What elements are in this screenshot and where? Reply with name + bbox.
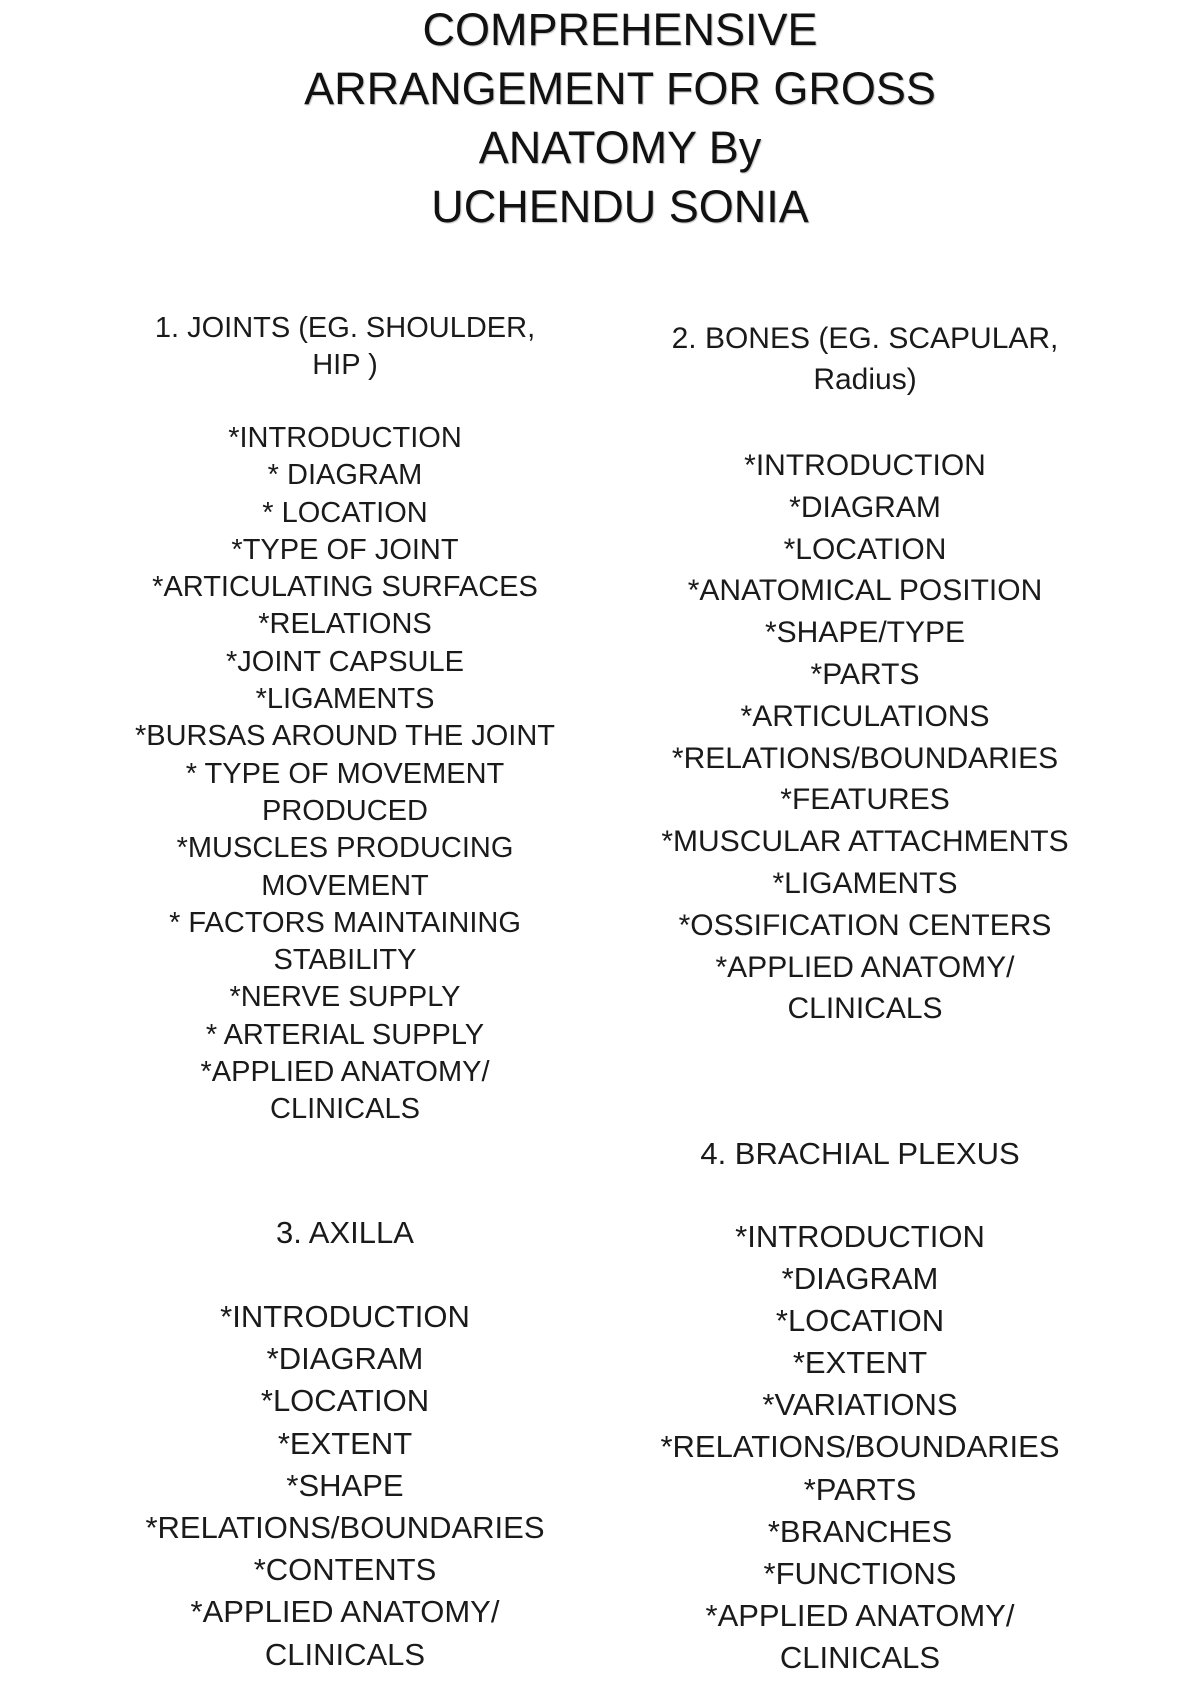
list-item: *MUSCLES PRODUCING [176,832,514,865]
list-item: *INTRODUCTION [744,449,986,482]
list-item: *SHAPE [286,1467,404,1503]
list-item: *VARIATIONS [762,1387,958,1423]
list-item: *APPLIED ANATOMY/ [715,950,1015,984]
list-item: *DIAGRAM [781,1261,939,1297]
list-item: CLINICALS [779,1639,941,1675]
section-heading-line: 2. BONES (EG. SCAPULAR, [671,322,1059,355]
list-item: *RELATIONS [258,608,432,641]
list-item: *INTRODUCTION [220,1299,470,1334]
list-item: *LOCATION [775,1303,945,1339]
section-axilla [100,1212,590,1676]
document-title [0,0,1200,236]
list-item: *RELATIONS/BOUNDARIES [671,741,1059,775]
title-line: UCHENDU SONIA [431,181,809,232]
list-item: *OSSIFICATION CENTERS [678,908,1052,942]
list-item: * DIAGRAM [267,459,423,492]
list-item: *LOCATION [783,532,947,566]
title-line: ARRANGEMENT FOR GROSS [304,63,936,114]
list-item: CLINICALS [787,992,943,1026]
list-item: *CONTENTS [253,1552,437,1588]
list-item: STABILITY [273,944,417,977]
list-item: *ARTICULATIONS [740,699,990,733]
list-item: *MUSCULAR ATTACHMENTS [661,825,1069,859]
section-heading-line: 1. JOINTS (EG. SHOULDER, [154,312,536,344]
list-item: CLINICALS [270,1093,420,1126]
list-item: *DIAGRAM [789,490,941,524]
section-item-list [620,445,1110,1030]
section-item-list [620,1216,1100,1679]
list-item: *SHAPE/TYPE [764,616,966,650]
list-item: *PARTS [810,657,920,691]
title-line: ANATOMY By [478,122,762,173]
list-item: *RELATIONS/BOUNDARIES [660,1429,1060,1465]
list-item: *TYPE OF JOINT [231,533,459,566]
list-item: *FUNCTIONS [763,1555,957,1591]
list-item: MOVEMENT [261,869,429,902]
list-item: *LOCATION [260,1383,430,1419]
section-heading-line: Radius) [813,363,917,396]
list-item: *ARTICULATING SURFACES [152,571,538,604]
section-heading-line: HIP ) [312,349,378,381]
list-item: *BRANCHES [767,1513,953,1549]
list-item: * TYPE OF MOVEMENT [185,757,505,790]
section-item-list [100,1296,590,1676]
section-joints [110,310,580,1129]
section-brachial-plexus [620,1133,1100,1679]
list-item: *DIAGRAM [266,1341,424,1377]
list-item: * LOCATION [262,496,428,529]
list-item: *APPLIED ANATOMY/ [190,1594,500,1630]
list-item: CLINICALS [264,1636,426,1672]
section-bones [620,318,1110,1030]
list-item: *PARTS [803,1471,917,1507]
list-item: * ARTERIAL SUPPLY [205,1018,485,1051]
section-heading-line: 4. BRACHIAL PLEXUS [700,1136,1020,1171]
list-item: *FEATURES [780,783,950,817]
section-item-list [110,420,580,1129]
list-item: *RELATIONS/BOUNDARIES [145,1510,545,1546]
list-item: *LIGAMENTS [772,866,958,900]
list-item: *INTRODUCTION [228,422,462,454]
list-item: * FACTORS MAINTAINING [169,906,521,939]
list-item: *ANATOMICAL POSITION [687,574,1043,608]
list-item: *LIGAMENTS [255,683,435,716]
list-item: *JOINT CAPSULE [226,645,464,678]
list-item: *NERVE SUPPLY [229,981,461,1014]
section-heading-line: 3. AXILLA [276,1215,414,1250]
title-line: COMPREHENSIVE [422,4,818,55]
list-item: *APPLIED ANATOMY/ [200,1056,490,1089]
list-item: *EXTENT [277,1425,413,1461]
list-item: PRODUCED [262,794,428,827]
list-item: *BURSAS AROUND THE JOINT [134,720,556,753]
list-item: *APPLIED ANATOMY/ [705,1597,1015,1633]
list-item: *EXTENT [792,1345,928,1381]
list-item: *INTRODUCTION [735,1219,985,1254]
